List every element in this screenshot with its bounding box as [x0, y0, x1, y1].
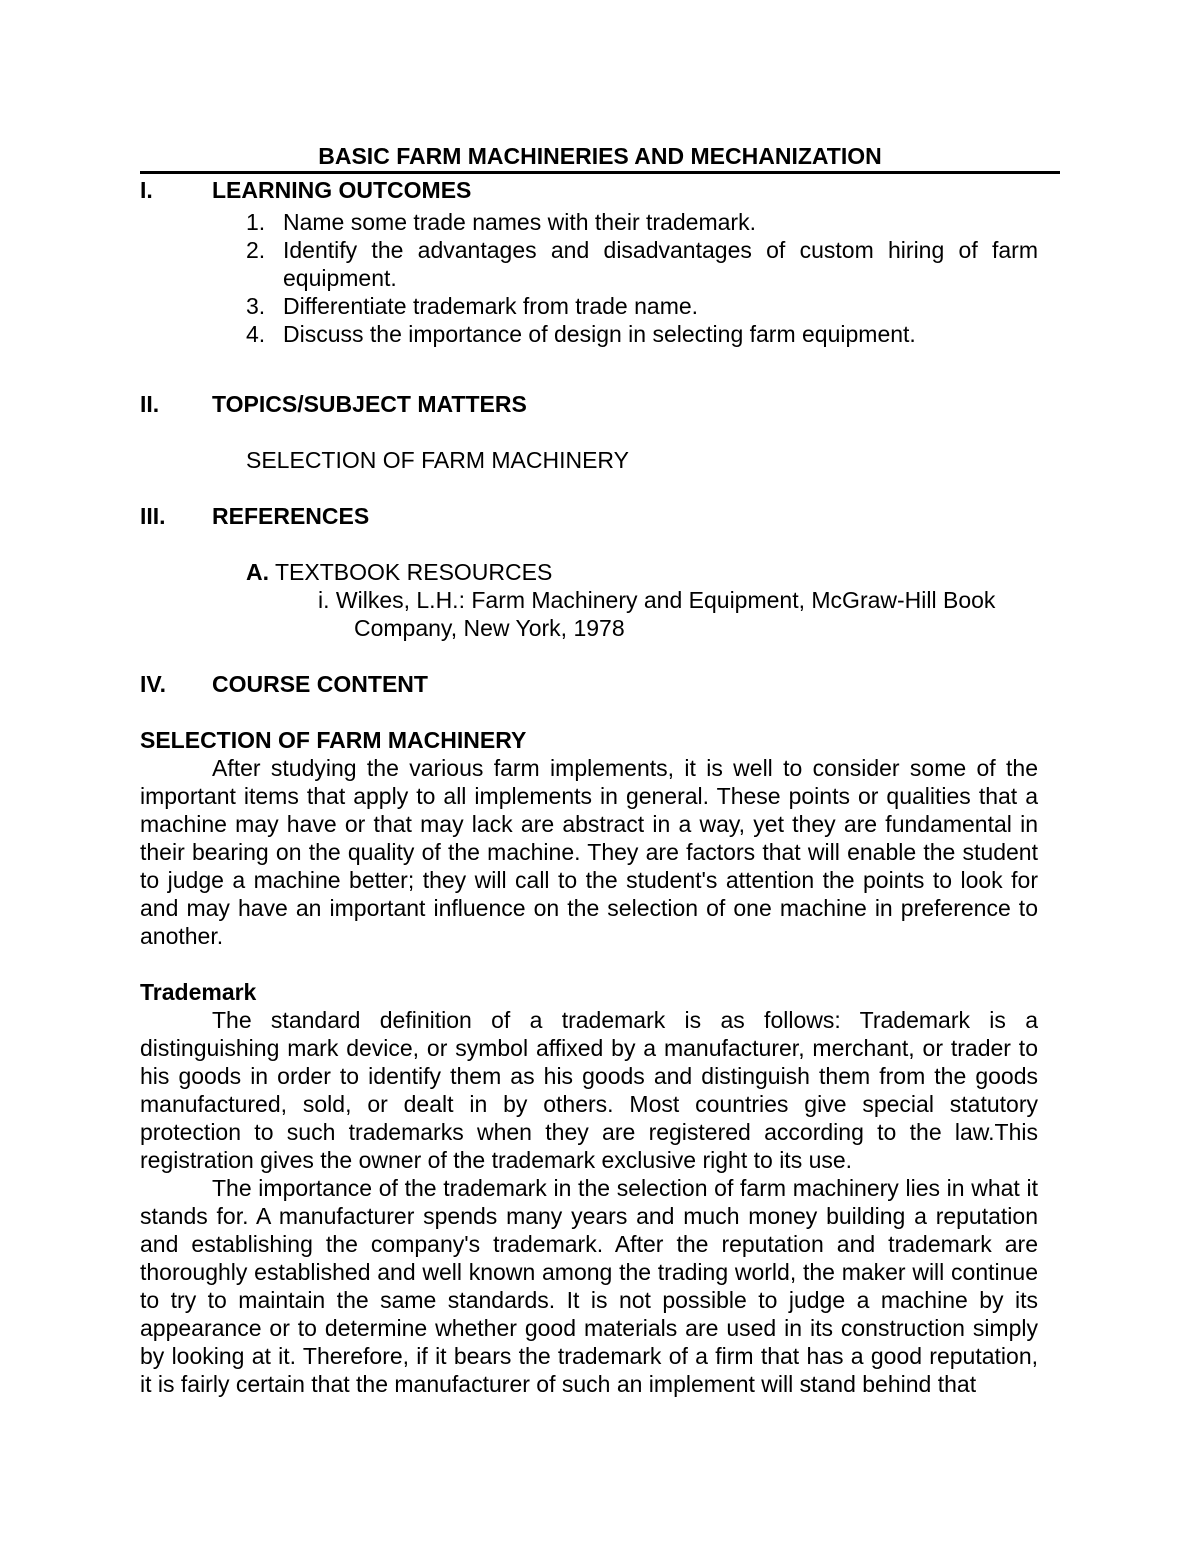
reference-item-line2: Company, New York, 1978 [354, 615, 625, 641]
course-content-body [140, 726, 1038, 1398]
document-title: BASIC FARM MACHINERIES AND MECHANIZATION [318, 143, 882, 169]
section-number-4: IV. [140, 671, 167, 697]
list-item-text: Name some trade names with their trademark. [283, 209, 756, 235]
reference-item [318, 586, 1040, 642]
list-item-text: Identify the advantages and disadvantages of custom hiring of farm equipment. [283, 237, 1038, 291]
reference-label: TEXTBOOK RESOURCES [274, 559, 553, 585]
list-item [212, 236, 1038, 292]
section-heading-references: REFERENCES [212, 503, 370, 529]
title-rule [140, 171, 1060, 174]
list-item-number: 1. [246, 209, 266, 235]
trademark-paragraph-2: The importance of the trademark in the selection of farm machinery lies in what it stands for. A manufacturer spends many years and much money building a reputation and establishing the company's trademark. After the reputation and trademark are thoroughly established and well known among the trading world, the maker will continue to try to maintain the same standards. It is not possible to judge a machine by its appearance or to determine whether good materials are used in its construction simply by looking at it. Therefore, if it bears the trademark of a firm that has a good reputation, it is fairly certain that the manufacturer of such an implement will stand behind that [140, 1175, 1038, 1397]
list-item-number: 4. [246, 321, 266, 347]
section-heading-learning-outcomes: LEARNING OUTCOMES [212, 177, 472, 203]
list-item-number: 3. [246, 293, 266, 319]
topic-text: SELECTION OF FARM MACHINERY [246, 447, 629, 473]
list-item-text: Differentiate trademark from trade name. [283, 293, 699, 319]
learning-outcomes-list [212, 208, 1038, 348]
section-number-2: II. [140, 391, 160, 417]
list-item-number: 2. [246, 237, 266, 263]
section-number-3: III. [140, 503, 166, 529]
list-item-text: Discuss the importance of design in selecting farm equipment. [283, 321, 916, 347]
trademark-paragraph-1: The standard definition of a trademark is as follows: Trademark is a distinguishing mark device, or symbol affixed by a manufacturer, merchant, or trader to his goods in order to identify them as his goods and distinguish them from the goods manufactured, sold, or dealt in by others. Most countries give special statutory protection to such trademarks when they are registered according to the law.This registration gives the owner of the trademark exclusive right to its use. [140, 1007, 1038, 1173]
section-heading-course-content: COURSE CONTENT [212, 671, 428, 697]
list-item [212, 292, 1038, 320]
reference-category [246, 558, 552, 586]
intro-paragraph: After studying the various farm implements, it is well to consider some of the important items that apply to all implements in general. These points or qualities that a machine may have or that may lack are abstract in a way, yet they are fundamental in their bearing on the quality of the machine. They are factors that will enable the student to judge a machine better; they will call to the student's attention the points to look for and may have an important influence on the selection of one machine in preference to another. [140, 755, 1038, 949]
trademark-heading: Trademark [140, 979, 257, 1005]
reference-item-number: i. [318, 587, 330, 613]
content-heading: SELECTION OF FARM MACHINERY [140, 727, 527, 753]
spacer [140, 950, 1038, 978]
list-item [212, 208, 1038, 236]
list-item [212, 320, 1038, 348]
reference-letter: A. [246, 559, 269, 585]
reference-item-line1: Wilkes, L.H.: Farm Machinery and Equipment, McGraw-Hill Book [335, 587, 996, 613]
section-number-1: I. [140, 177, 153, 203]
section-heading-topics: TOPICS/SUBJECT MATTERS [212, 391, 527, 417]
